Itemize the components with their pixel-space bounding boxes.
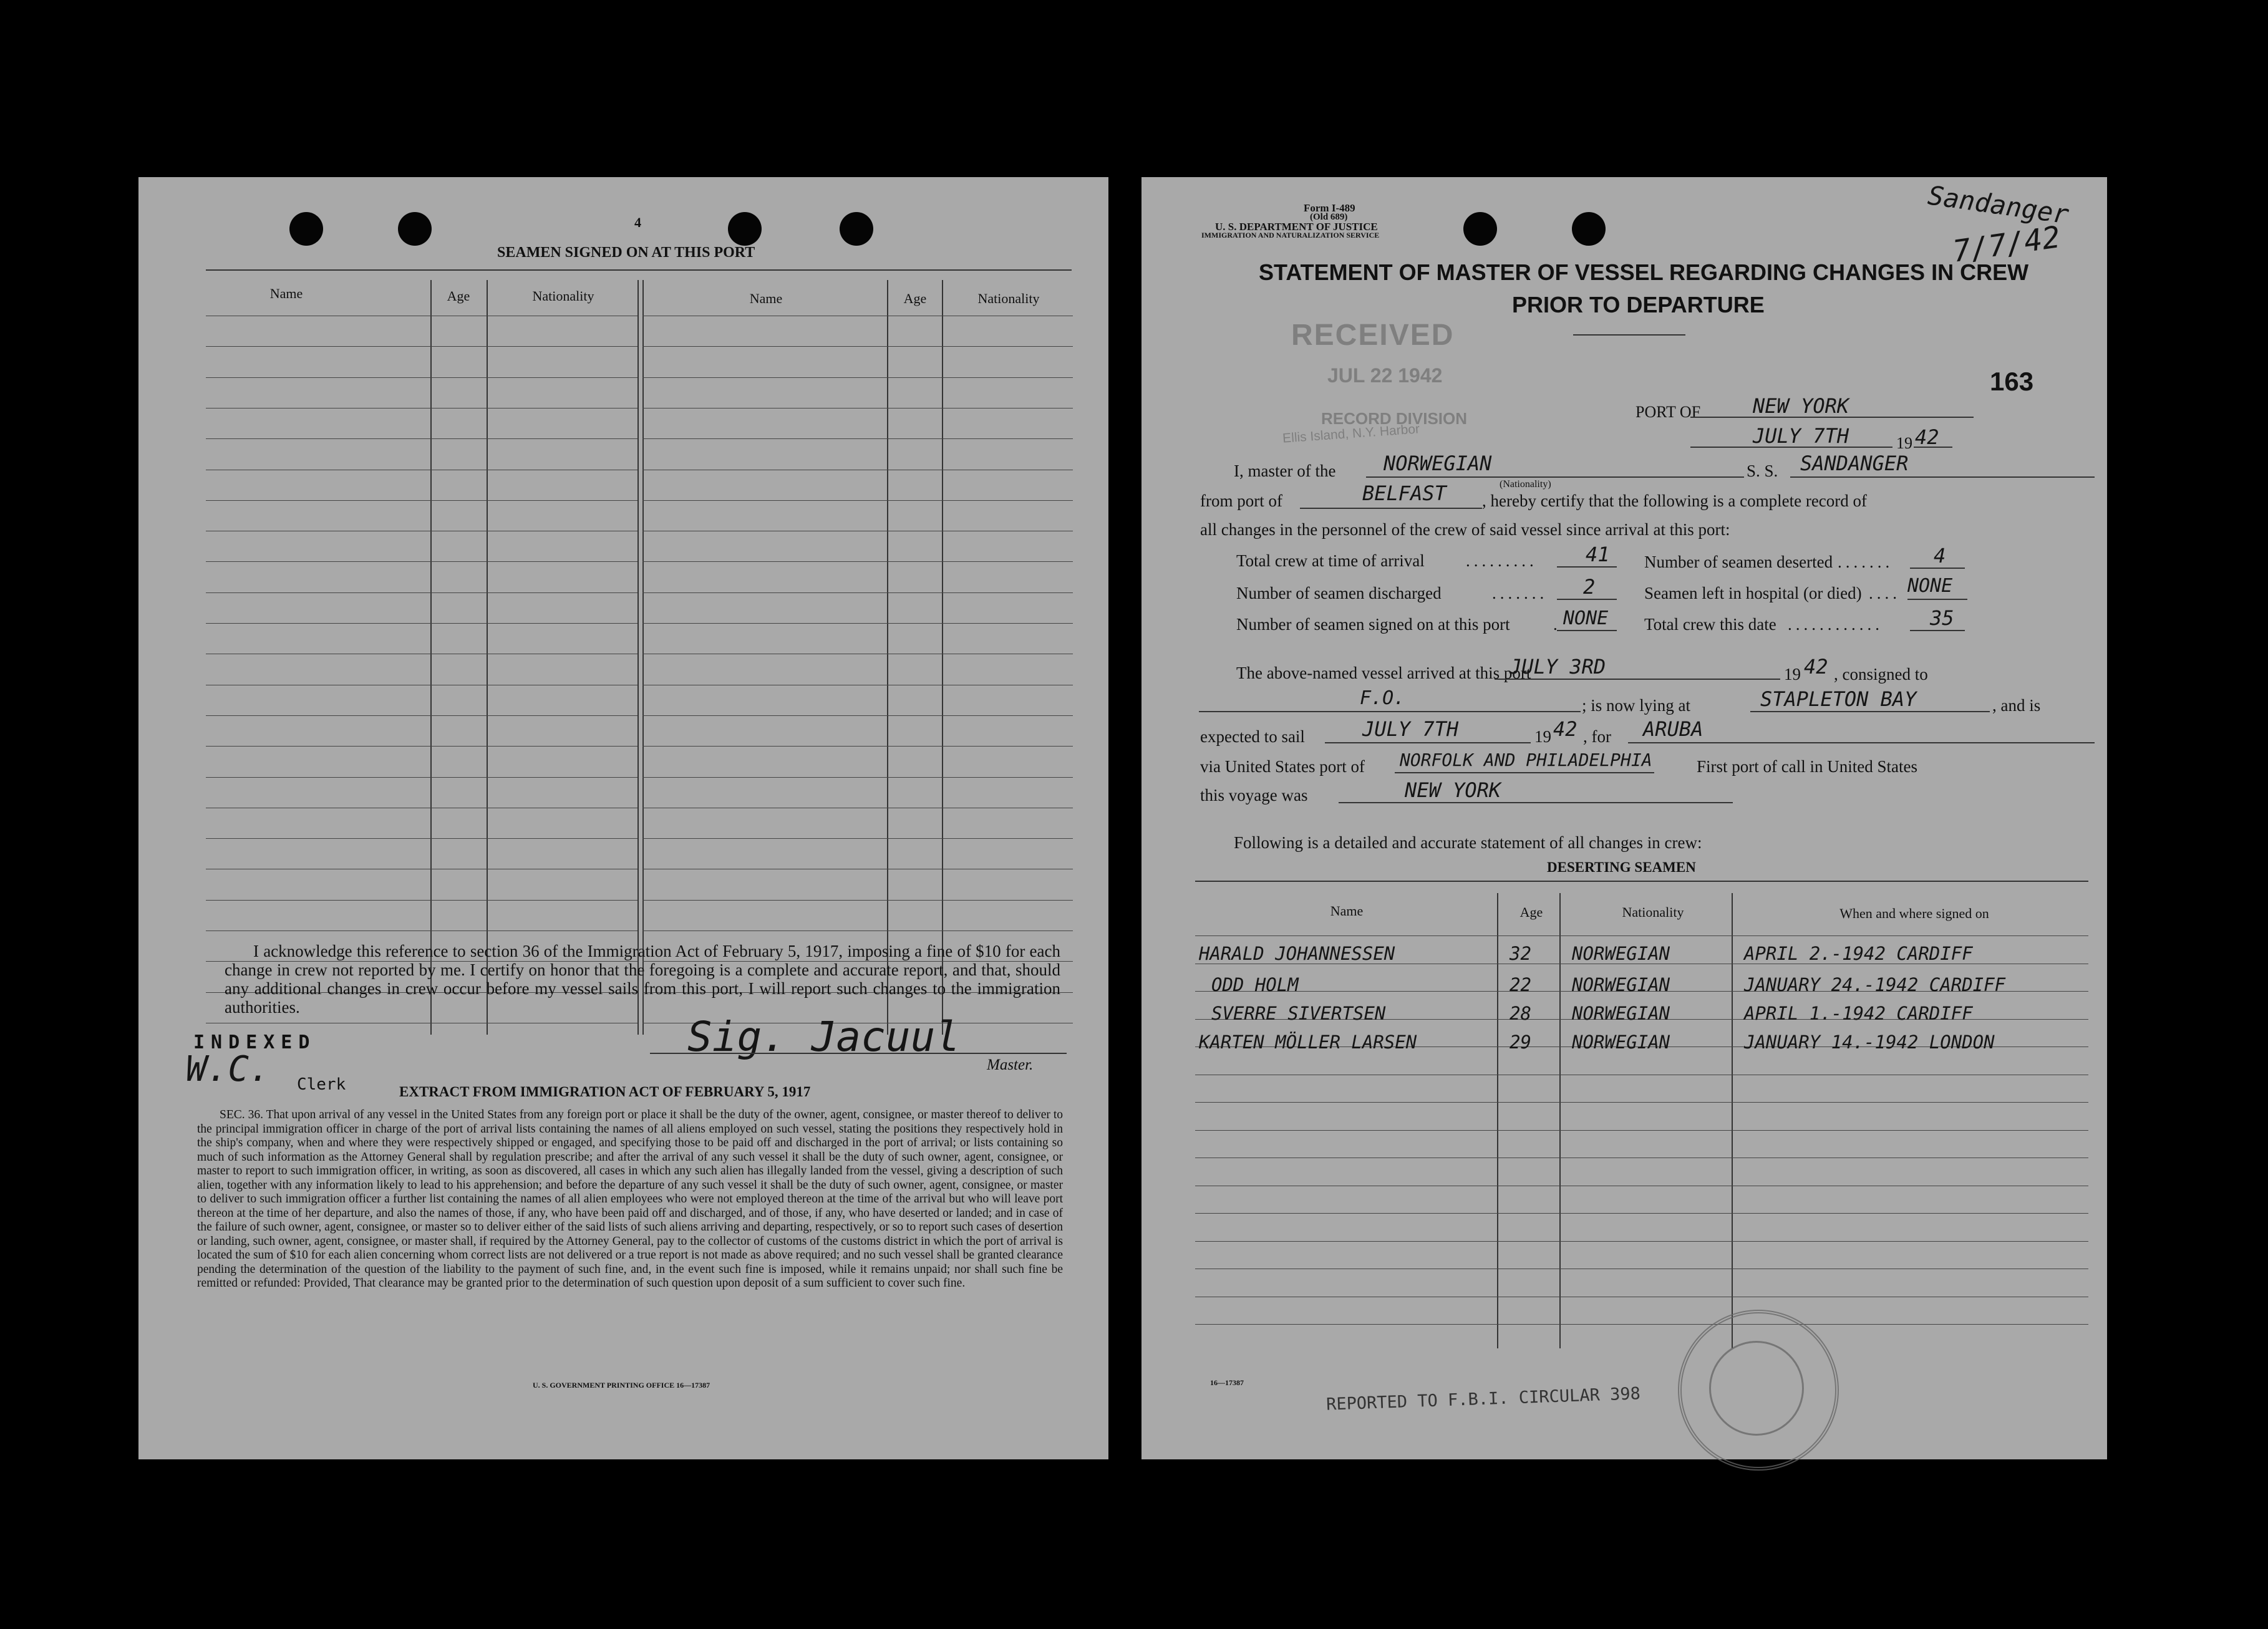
table-row-line [642,438,1073,439]
leader-dots: .... [1869,584,1901,602]
table-top-rule [206,269,1072,271]
page-number: 4 [634,215,641,230]
arrived-year: 42 [1804,655,1828,679]
col-divider [637,280,639,1035]
document-number: 163 [1990,367,2034,396]
deserter-age: 22 [1510,974,1531,995]
table-row-line [206,715,637,716]
table-row-line [206,623,637,624]
col-divider [430,280,432,1035]
expected-year: 42 [1553,717,1577,741]
extract-title: EXTRACT FROM IMMIGRATION ACT OF FEBRUARY 5, 1917 [399,1084,811,1100]
deserter-nationality: NORWEGIAN [1572,1032,1670,1053]
vessel-name: SANDANGER [1800,452,1909,475]
table-row-line [206,900,637,901]
master-of-label: I, master of the [1234,462,1336,480]
first-port-label: First port of call in United States [1697,757,1917,776]
left-page [138,177,1108,1459]
stat-line [1557,630,1617,631]
seamen-signed-on-title: SEAMEN SIGNED ON AT THIS PORT [497,244,755,261]
deserter-signed-on: APRIL 2.-1942 CARDIFF [1744,943,1973,964]
lying-label: ; is now lying at [1582,696,1690,715]
leader-dots: ....... [1492,584,1548,602]
consignee-line [1199,711,1581,712]
voyage-line [1339,802,1733,803]
master-signature: Sig. Jacuul [687,1013,961,1061]
customs-seal-stamp [1678,1310,1839,1471]
stat-label-signed-on: Number of seamen signed on at this port [1236,615,1510,634]
received-stamp-text: RECEIVED [1291,319,1455,352]
form-old-number: (Old 689) [1310,212,1348,222]
table-row-line [642,500,1073,501]
deserting-seamen-title: DESERTING SEAMEN [1547,859,1696,875]
deserter-signed-on: JANUARY 24.-1942 CARDIFF [1744,974,2006,995]
master-label: Master. [987,1056,1034,1073]
stat-value-total-date: 35 [1930,606,1954,630]
col-header-nationality: Nationality [1622,904,1684,920]
service-name: IMMIGRATION AND NATURALIZATION SERVICE [1201,231,1380,239]
deserter-name: ODD HOLM [1211,974,1299,995]
table-row-line [206,500,637,501]
table-row-line [206,346,637,347]
col-header-name-2: Name [749,291,783,306]
table-row-line [642,777,1073,778]
leader-dots: ......... [1466,551,1538,570]
deserter-age: 32 [1510,943,1531,964]
following-text: Following is a detailed and accurate statement of all changes in crew: [1234,833,1702,852]
stat-line [1910,568,1965,569]
expected-line [1325,742,1531,743]
year-line [1914,447,1952,448]
deserter-nationality: NORWEGIAN [1572,943,1670,964]
and-is-label: , and is [1992,696,2041,715]
stat-value-deserted: 4 [1934,544,1946,568]
arrived-line [1495,679,1780,680]
table-row-line [1195,1324,2088,1325]
table-row-line [206,377,637,378]
stat-value-discharged: 2 [1583,575,1596,599]
deserter-signed-on: APRIL 1.-1942 CARDIFF [1744,1003,1973,1024]
table-row-line [642,561,1073,562]
stat-line [1557,566,1617,568]
table-row-line [642,900,1073,901]
punch-hole [840,212,873,246]
col-divider [1732,893,1733,1348]
stat-label-total-arrival: Total crew at time of arrival [1236,551,1425,570]
via-line [1395,772,1654,773]
for-label: , for [1583,727,1611,746]
punch-hole [1463,212,1497,246]
table-row-line [1195,1130,2088,1131]
stat-line [1910,630,1965,631]
table-top-rule [1195,881,2088,882]
table-row-line [642,592,1073,593]
col-header-nationality-2: Nationality [977,291,1040,306]
voyage-label: this voyage was [1200,786,1308,805]
printer-note: U. S. GOVERNMENT PRINTING OFFICE 16—17387 [533,1381,710,1390]
table-row-line [206,561,637,562]
stat-label-deserted: Number of seamen deserted [1644,553,1833,571]
col-divider [1497,893,1498,1348]
table-row-line [642,715,1073,716]
stat-value-signed-on: NONE [1563,607,1609,629]
deserter-name: KARTEN MÖLLER LARSEN [1199,1032,1417,1053]
footer-code: 16—17387 [1210,1378,1244,1387]
indexed-stamp: INDEXED [193,1032,316,1053]
deserter-age: 28 [1510,1003,1531,1024]
handwritten-vessel-name: Sandanger [1926,180,2071,230]
date-value: JULY 7TH [1753,424,1849,448]
leader-dots: ....... [1838,553,1894,571]
stat-label-total-date: Total crew this date [1644,615,1776,634]
col-header-age-2: Age [903,291,927,306]
from-port-line [1300,508,1482,509]
arrived-label: The above-named vessel arrived at this port [1236,664,1531,682]
handwritten-date: 7/7/42 [1950,220,2063,269]
port-label: PORT OF [1636,403,1701,421]
form-title-line2: PRIOR TO DEPARTURE [1512,292,1765,317]
consigned-label: , consigned to [1834,665,1928,684]
col-header-age: Age [447,288,470,304]
col-header-nationality: Nationality [532,288,594,304]
punch-hole [728,212,762,246]
col-divider [942,280,943,1035]
lying-line [1750,711,1990,712]
leader-dots: . [1553,615,1561,634]
expected-label: expected to sail [1200,727,1305,746]
punch-hole [398,212,432,246]
nationality-caption: (Nationality) [1500,479,1551,490]
table-row-line [642,346,1073,347]
received-stamp-location: Ellis Island, N.Y. Harbor [1282,422,1420,446]
via-value: NORFOLK AND PHILADELPHIA [1400,750,1652,770]
leader-dots: ............ [1788,615,1883,634]
form-number: Form I-489 [1304,202,1355,214]
table-row-line [206,746,637,747]
col-header-name: Name [1330,903,1364,919]
changes-text: all changes in the personnel of the crew of said vessel since arrival at this port: [1200,520,1730,539]
stat-label-discharged: Number of seamen discharged [1236,584,1442,602]
department-name: U. S. DEPARTMENT OF JUSTICE [1215,221,1378,233]
table-row-line [206,592,637,593]
stat-label-hospital: Seamen left in hospital (or died) [1644,584,1862,602]
voyage-value: NEW YORK [1405,778,1501,802]
received-stamp-date: JUL 22 1942 [1327,364,1443,387]
table-row-line [206,838,637,839]
col-divider [642,280,644,1035]
deserter-signed-on: JANUARY 14.-1942 LONDON [1744,1032,1995,1053]
stat-value-hospital: NONE [1907,575,1953,597]
destination-line [1628,742,2095,743]
year-value: 42 [1915,425,1939,449]
nationality-value: NORWEGIAN [1384,452,1492,475]
col-header-name: Name [269,286,303,301]
table-row-line [1195,1102,2088,1103]
deserter-nationality: NORWEGIAN [1572,1003,1670,1024]
fbi-stamp: REPORTED TO F.B.I. CIRCULAR 398 [1325,1384,1641,1414]
col-header-signed-on: When and where signed on [1839,906,1989,921]
deserter-name: SVERRE SIVERTSEN [1211,1003,1386,1024]
signature-line [650,1053,1067,1054]
expected-value: JULY 7TH [1362,717,1459,741]
arrived-value: JULY 3RD [1510,655,1606,679]
deserter-age: 29 [1510,1032,1531,1053]
port-value: NEW YORK [1753,394,1849,418]
acknowledgement-text: I acknowledge this reference to section 36 of the Immigration Act of February 5, 1917, imposing a fine of $10 for each change in crew not reported by me. I certify on honor that the foregoing is a complete and accurate report, and that, should any additional changes in crew occur before my vessel sails from this port, I will report such changes to the immigration authorities. [225,942,1060,1017]
col-header-age: Age [1519,904,1543,920]
received-stamp-division: RECORD DIVISION [1321,409,1468,428]
from-port-label: from port of [1200,491,1282,510]
table-row-line [642,838,1073,839]
deserter-name: HARALD JOHANNESSEN [1199,943,1395,964]
col-divider [1559,893,1561,1348]
clerk-initials: W.C. [186,1049,270,1090]
table-row-line [642,623,1073,624]
right-page [1141,177,2107,1459]
extract-text: SEC. 36. That upon arrival of any vessel in the United States from any foreign port or place it shall be the duty of the owner, agent, consignee, or master thereof to deliver to the principal immigration officer in charge of the port of arrival lists containing the names of all aliens employed on such vessel, stating the positions they respectively hold in the ship's company, when and where they were respectively shipped or engaged, and specifying those to be paid off and discharged in the port of arrival; or lists containing so much of such information as the Attorney General shall by regulation prescribe; and after the arrival of any such vessel it shall be the duty of such owner, agent, consignee, or master to report to such immigration officer, in writing, as soon as discovered, all cases in which any such alien has illegally landed from the vessel, giving a description of such alien, together with any information likely to lead to his apprehension; and before the departure of any such vessel it shall be the duty of such owner, agent, consignee, or master to deliver to such immigration officer a further list containing the names of all alien employees who were not employed thereon at the time of the arrival but who will leave port thereon at the time of her departure, and also the names of those, if any, who have been paid off and discharged, and of those, if any, who have deserted or landed; and in case of the failure of such owner, agent, consignee, or master so to deliver either of the said lists of such aliens arriving and departing, respectively, or so to report such cases of desertion or landing, such owner, agent, consignee, or master shall, if required by the Attorney General, pay to the collector of customs of the customs district in which the port of arrival is located the sum of $10 for each alien concerning whom correct lists are not delivered or a true report is not made as above required; and no such vessel shall be granted clearance pending the determination of the question of the liability to the payment of such fine, and, in the event such fine is imposed, while it remains unpaid; nor shall such fine be remitted or refunded: Provided, That clearance may be granted prior to the determination of such question upon deposit of a sum sufficient to cover such fine. [197,1108,1063,1290]
clerk-label: Clerk [297,1075,346,1094]
nationality-line [1366,476,1744,478]
arrived-year-prefix: 19 [1784,665,1801,684]
stat-line [1907,599,1967,600]
certify-text: , hereby certify that the following is a complete record of [1482,491,1868,510]
from-port-value: BELFAST [1362,481,1447,505]
destination-value: ARUBA [1643,717,1703,741]
table-row-line [642,377,1073,378]
table-row-line [1195,1241,2088,1242]
punch-hole [1572,212,1606,246]
via-label: via United States port of [1200,757,1365,776]
table-row-line [1195,935,2088,936]
form-title-line1: STATEMENT OF MASTER OF VESSEL REGARDING CHANGES IN CREW [1259,259,2029,285]
table-row-line [206,777,637,778]
deserter-nationality: NORWEGIAN [1572,974,1670,995]
expected-year-prefix: 19 [1534,727,1551,746]
col-divider [887,280,888,1035]
punch-hole [289,212,323,246]
table-row-line [1195,1213,2088,1214]
lying-value: STAPLETON BAY [1760,687,1917,711]
table-row-line [206,438,637,439]
vessel-line [1790,476,2095,478]
col-divider [487,280,488,1035]
consignee-value: F.O. [1360,687,1405,709]
ss-label: S. S. [1747,462,1778,480]
stat-line [1557,599,1617,600]
stat-value-total-arrival: 41 [1586,543,1610,566]
year-prefix: 19 [1896,434,1912,452]
title-underline [1573,334,1685,336]
table-row-line [642,746,1073,747]
